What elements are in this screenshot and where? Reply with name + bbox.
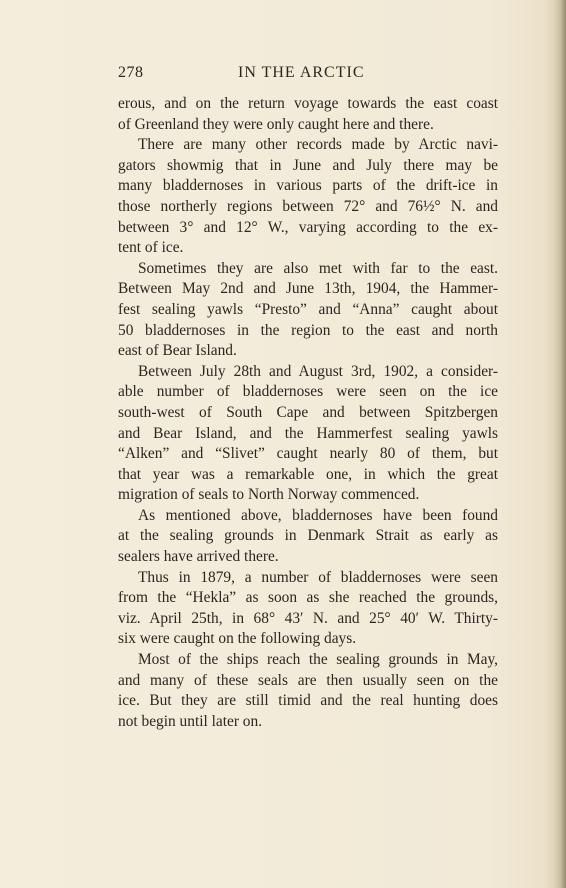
text-line: There are many other records made by Arctic navi-	[138, 136, 498, 154]
text-line: migration of seals to North Norway commenced.	[118, 486, 420, 504]
text-line: fest sealing yawls “Presto” and “Anna” caught about	[118, 300, 498, 318]
text-line: 50 bladdernoses in the region to the east and north	[118, 321, 498, 339]
text-line: Most of the ships reach the sealing grounds in May,	[138, 651, 498, 669]
page-header	[118, 64, 498, 86]
text-line: Sometimes they are also met with far to the east.	[138, 259, 498, 277]
text-line: gators showmig that in June and July there may be	[118, 156, 498, 174]
text-line: “Alken” and “Slivet” caught nearly 80 of them, but	[118, 445, 498, 463]
text-line: Thus in 1879, a number of bladdernoses were seen	[138, 568, 498, 586]
page-edge-shadow	[554, 0, 566, 888]
text-line: not begin until later on.	[118, 712, 263, 730]
text-line: east of Bear Island.	[118, 342, 237, 360]
text-line: between 3° and 12° W., varying according to the ex-	[118, 218, 498, 236]
text-line: and Bear Island, and the Hammerfest sealing yawls	[118, 424, 498, 442]
text-line: Between July 28th and August 3rd, 1902, a consider-	[138, 362, 498, 380]
text-line: those northerly regions between 72° and 76½° N. and	[118, 197, 498, 215]
text-line: erous, and on the return voyage towards the east coast	[118, 95, 498, 112]
text-line: from the “Hekla” as soon as she reached the grounds,	[118, 589, 498, 607]
page-number: 278	[118, 64, 144, 81]
running-title: IN THE ARCTIC	[238, 64, 365, 81]
text-line: ice. But they are still timid and the real hunting does	[118, 692, 498, 710]
text-line: As mentioned above, bladdernoses have been found	[138, 506, 498, 524]
text-line: and many of these seals are then usually seen on the	[118, 671, 498, 689]
text-line: Between May 2nd and June 13th, 1904, the Hammer-	[118, 280, 498, 298]
text-line: able number of bladdernoses were seen on the ice	[118, 383, 498, 401]
text-line: many bladdernoses in various parts of the drift-ice in	[118, 177, 498, 195]
text-line: that year was a remarkable one, in which the great	[118, 465, 498, 483]
text-line: sealers have arrived there.	[118, 548, 279, 566]
text-line: south-west of South Cape and between Spitzbergen	[118, 403, 498, 421]
text-line: tent of ice.	[118, 239, 184, 257]
text-line: at the sealing grounds in Denmark Strait as early as	[118, 527, 498, 545]
body-text	[118, 94, 498, 732]
text-line: viz. April 25th, in 68° 43′ N. and 25° 40′ W. Thirty-	[118, 609, 498, 627]
text-line: of Greenland they were only caught here and there.	[118, 115, 434, 133]
text-line: six were caught on the following days.	[118, 630, 357, 648]
